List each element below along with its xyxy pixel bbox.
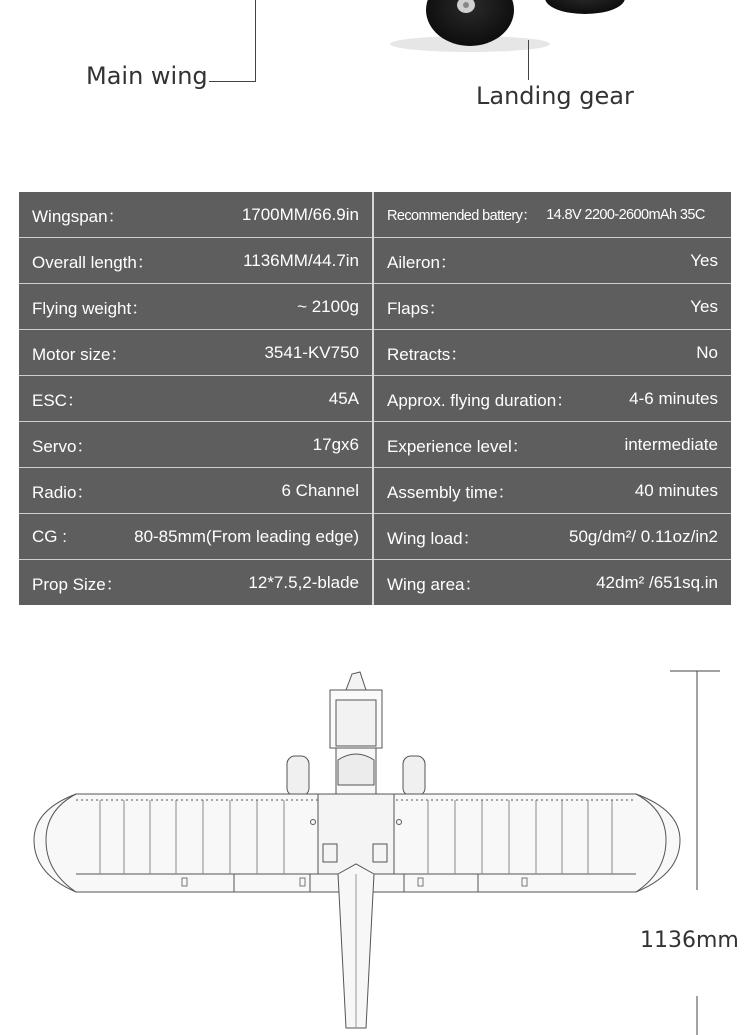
spec-label: Overall length： xyxy=(32,253,154,272)
specifications-table xyxy=(19,192,731,605)
spec-cell-left xyxy=(19,468,373,514)
spec-value: Yes xyxy=(690,250,718,270)
spec-row xyxy=(19,238,731,284)
spec-value: 17gx6 xyxy=(312,434,359,454)
spec-label: Wingspan： xyxy=(32,207,125,226)
spec-label: Wing area： xyxy=(387,575,482,594)
spec-cell-left xyxy=(19,192,373,238)
landing-gear-callout-line xyxy=(528,40,529,80)
spec-cell-right xyxy=(373,514,731,560)
spec-row xyxy=(19,422,731,468)
spec-value: 45A xyxy=(328,388,359,408)
spec-value: 50g/dm²/ 0.11oz/in2 xyxy=(569,526,718,546)
spec-value: 14.8V 2200-2600mAh 35C xyxy=(546,206,705,223)
landing-gear-label: Landing gear xyxy=(476,82,634,110)
spec-value: 42dm² /651sq.in xyxy=(596,572,718,592)
spec-row xyxy=(19,284,731,330)
spec-value: 1136MM/44.7in xyxy=(243,250,359,270)
main-wing-label: Main wing xyxy=(86,62,208,90)
spec-label: Motor size： xyxy=(32,345,128,364)
spec-cell-right xyxy=(373,560,731,606)
spec-value: 3541-KV750 xyxy=(264,342,359,362)
spec-value: 1700MM/66.9in xyxy=(241,204,359,224)
spec-label: Assembly time： xyxy=(387,483,515,502)
spec-cell-left xyxy=(19,560,373,606)
spec-value: 4-6 minutes xyxy=(629,388,718,408)
spec-cell-left xyxy=(19,422,373,468)
spec-cell-right xyxy=(373,192,731,238)
spec-cell-left xyxy=(19,284,373,330)
spec-cell-left xyxy=(19,238,373,284)
main-wing-callout-line-vertical xyxy=(255,0,256,81)
spec-row xyxy=(19,330,731,376)
spec-value: 12*7.5,2-blade xyxy=(248,572,359,592)
airplane-top-view-drawing xyxy=(0,660,750,1035)
spec-value: Yes xyxy=(690,296,718,316)
spec-label: Flaps： xyxy=(387,299,446,318)
spec-value: No xyxy=(696,342,718,362)
spec-cell-right xyxy=(373,330,731,376)
overall-length-dimension-label: 1136mm xyxy=(640,928,739,953)
spec-label: Prop Size： xyxy=(32,575,123,594)
spec-value: 40 minutes xyxy=(634,480,718,500)
spec-value: 80-85mm(From leading edge) xyxy=(134,526,359,546)
spec-cell-right xyxy=(373,468,731,514)
spec-cell-right xyxy=(373,238,731,284)
spec-label: CG : xyxy=(32,526,67,546)
spec-cell-right xyxy=(373,376,731,422)
spec-label: ESC： xyxy=(32,391,84,410)
landing-gear-wheels-image xyxy=(0,0,750,60)
spec-row xyxy=(19,192,731,238)
spec-cell-right xyxy=(373,422,731,468)
spec-row xyxy=(19,468,731,514)
spec-label: Aileron： xyxy=(387,253,457,272)
spec-value: 6 Channel xyxy=(281,480,359,500)
spec-label: Servo： xyxy=(32,437,94,456)
spec-row xyxy=(19,560,731,606)
main-wing-callout-line-horizontal xyxy=(209,81,256,82)
spec-cell-left xyxy=(19,376,373,422)
spec-row xyxy=(19,514,731,560)
spec-label: Approx. flying duration： xyxy=(387,391,574,410)
spec-label: Experience level： xyxy=(387,437,529,456)
spec-cell-right xyxy=(373,284,731,330)
spec-row xyxy=(19,376,731,422)
spec-value: intermediate xyxy=(624,434,718,454)
component-callout-area xyxy=(0,0,750,160)
spec-label: Recommended battery： xyxy=(387,208,537,224)
spec-cell-left xyxy=(19,514,373,560)
spec-label: Retracts： xyxy=(387,345,468,364)
spec-label: Flying weight： xyxy=(32,299,149,318)
spec-value: ~ 2100g xyxy=(297,296,359,316)
spec-label: Radio： xyxy=(32,483,94,502)
spec-cell-left xyxy=(19,330,373,376)
spec-label: Wing load： xyxy=(387,529,480,548)
